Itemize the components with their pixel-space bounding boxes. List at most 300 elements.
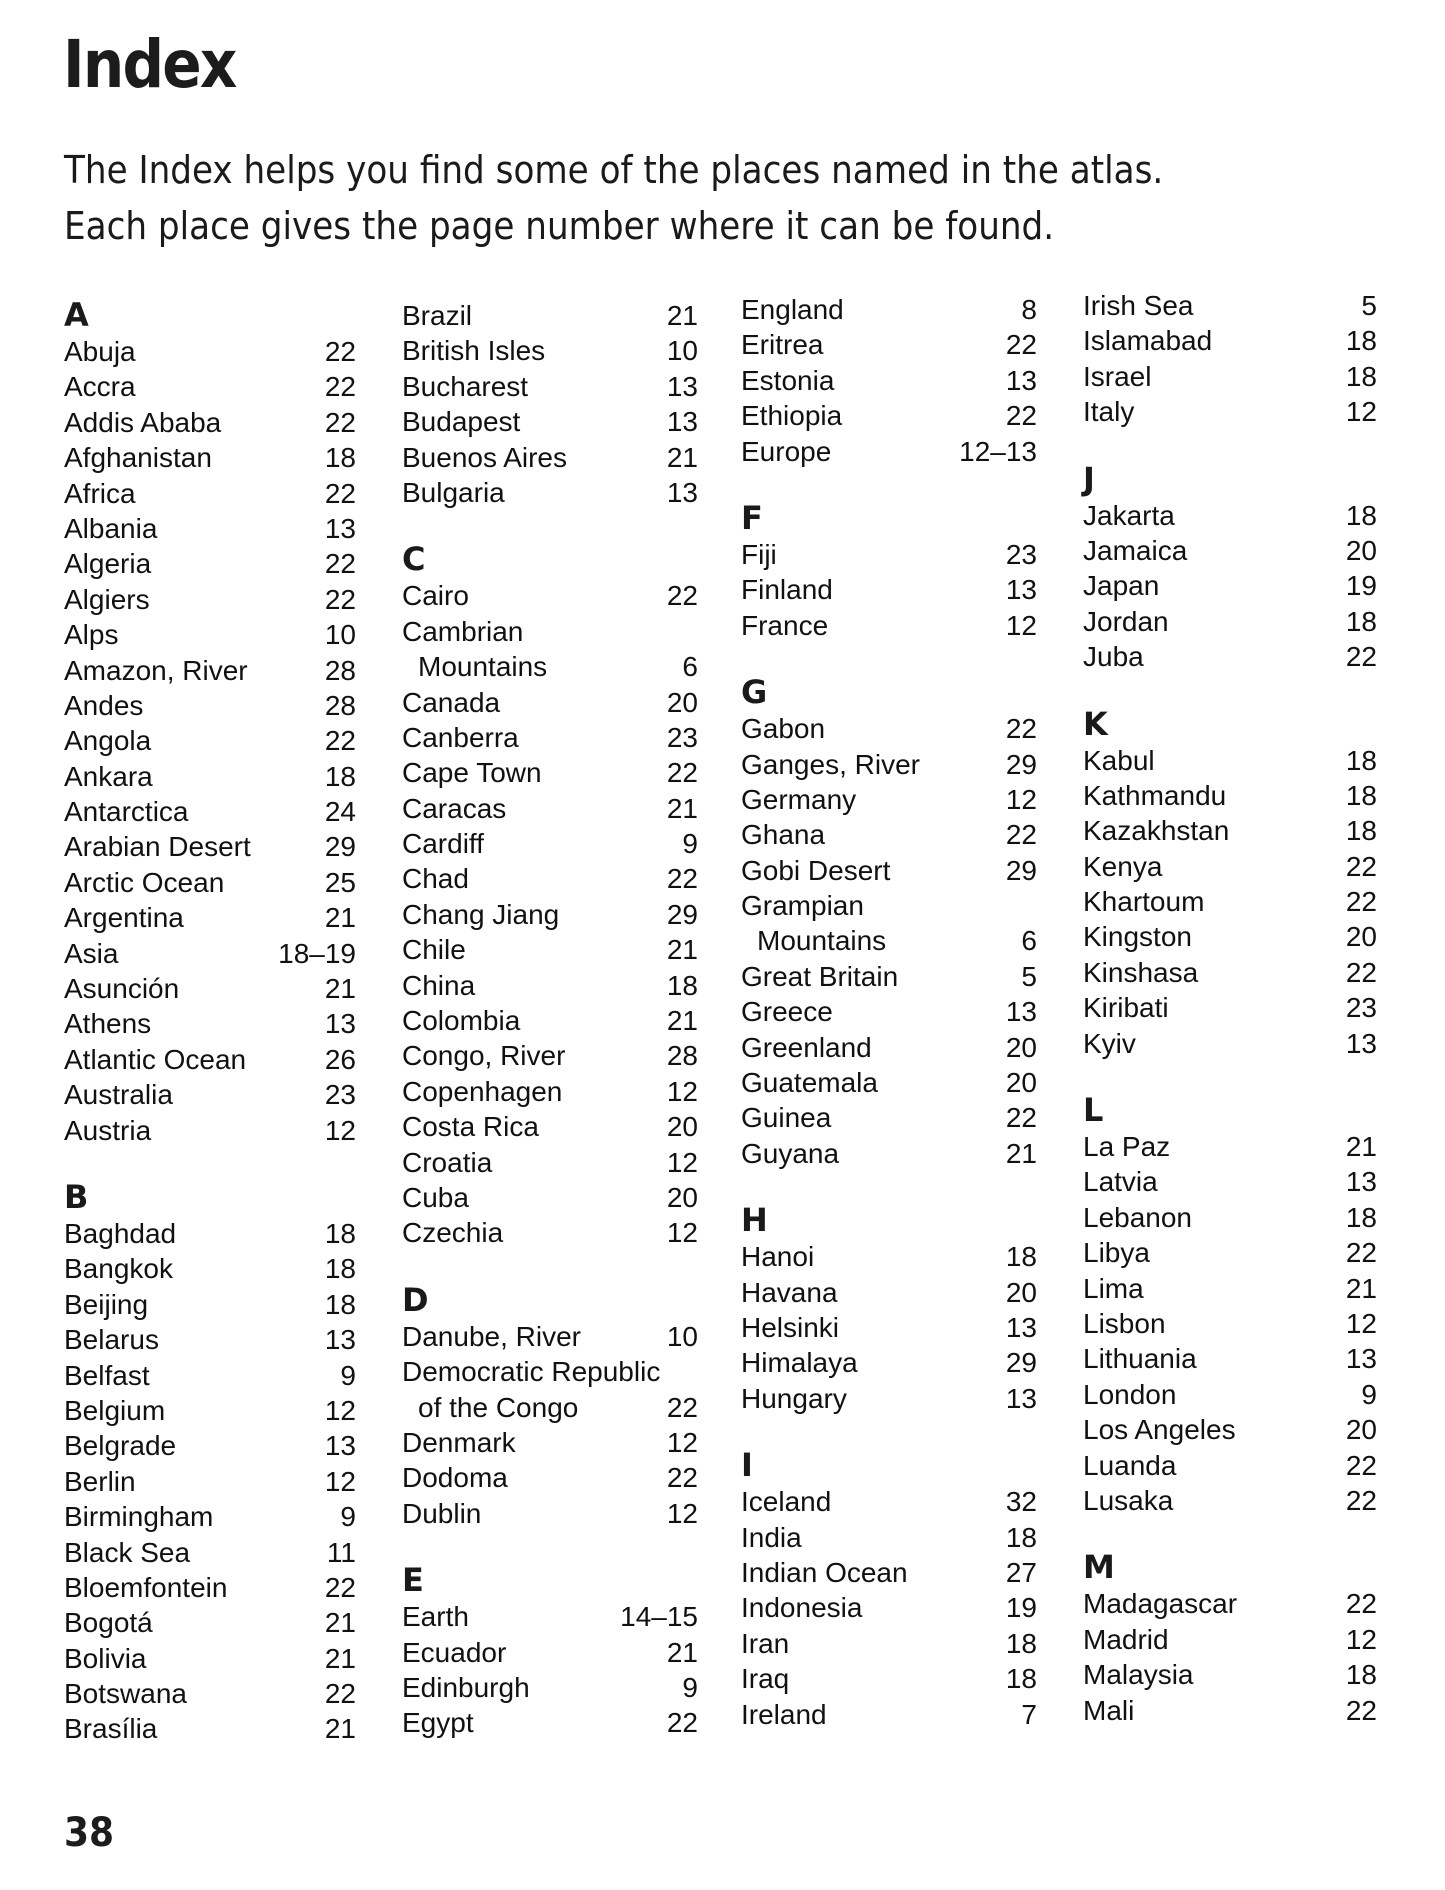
index-entry (64, 688, 356, 723)
index-entry (402, 1390, 698, 1425)
page-reference: 10 (666, 1320, 698, 1352)
page-reference: 29 (666, 898, 698, 930)
page-reference: 21 (1345, 1272, 1377, 1304)
index-column-4 (1083, 288, 1377, 1728)
index-entry (64, 1428, 356, 1463)
place-name: Gabon (741, 713, 826, 745)
page-reference: 5 (1361, 290, 1377, 321)
index-entry (402, 1038, 698, 1073)
page-reference: 22 (324, 548, 356, 580)
index-entry (64, 829, 356, 864)
place-name: Asia (64, 937, 119, 969)
index-entry (1083, 533, 1377, 568)
place-name: Addis Ababa (64, 406, 222, 438)
section-spacer (1083, 675, 1377, 705)
place-name: Iceland (741, 1486, 832, 1518)
place-name: Guinea (741, 1102, 832, 1134)
place-name: Iraq (741, 1663, 790, 1695)
page-reference: 13 (666, 476, 698, 508)
index-entry (402, 755, 698, 790)
page-reference: 28 (324, 689, 356, 721)
index-entry (402, 1599, 698, 1634)
place-name: Kabul (1083, 744, 1155, 776)
page-reference: 20 (1345, 921, 1377, 953)
section-letter-heading: J (1083, 459, 1095, 498)
index-entry (741, 398, 1037, 433)
index-entry (64, 1042, 356, 1077)
index-entry (741, 1239, 1037, 1274)
place-name: Lithuania (1083, 1343, 1197, 1375)
index-entry (741, 888, 1037, 923)
index-entry (402, 932, 698, 967)
page-reference: 21 (666, 1005, 698, 1037)
place-name: Angola (64, 725, 152, 757)
index-entry (402, 440, 698, 475)
index-entry (402, 1460, 698, 1495)
place-name: Juba (1083, 641, 1144, 673)
index-entry (64, 1216, 356, 1251)
index-entry (1083, 1164, 1377, 1199)
index-entry (741, 853, 1037, 888)
page-reference: 18–19 (278, 937, 356, 969)
page-reference: 18 (1345, 1659, 1377, 1691)
page-reference: 12 (324, 1394, 356, 1426)
page-reference: 22 (1345, 1484, 1377, 1516)
page-reference: 22 (1005, 713, 1037, 745)
index-entry (741, 1697, 1037, 1732)
place-name: Danube, River (402, 1320, 581, 1352)
index-entry (1083, 849, 1377, 884)
index-entry (741, 434, 1037, 469)
page-reference: 22 (324, 1678, 356, 1710)
index-entry (1083, 1129, 1377, 1164)
index-entry (741, 1136, 1037, 1171)
index-entry (64, 723, 356, 758)
place-name: Madrid (1083, 1623, 1169, 1655)
place-name: Kazakhstan (1083, 815, 1230, 847)
place-name: Amazon, River (64, 654, 248, 686)
page-reference: 18 (324, 1217, 356, 1249)
place-name: of the Congo (418, 1391, 579, 1423)
index-entry (64, 1464, 356, 1499)
page-reference: 21 (666, 441, 698, 473)
place-name: Budapest (402, 406, 521, 438)
place-name: Atlantic Ocean (64, 1043, 247, 1075)
place-name: Malaysia (1083, 1659, 1194, 1691)
index-entry (1083, 919, 1377, 954)
index-column-2 (402, 298, 698, 1741)
index-entry (1083, 1586, 1377, 1621)
section-letter-heading: C (402, 540, 426, 579)
index-entry (64, 1393, 356, 1428)
index-entry (1083, 1693, 1377, 1728)
page-reference: 18 (666, 969, 698, 1001)
place-name: Bangkok (64, 1253, 173, 1285)
index-entry (1083, 323, 1377, 358)
place-name: Antarctica (64, 796, 189, 828)
page-reference: 12 (666, 1426, 698, 1458)
page-reference: 23 (1345, 992, 1377, 1024)
index-entry (402, 897, 698, 932)
index-entry (402, 1319, 698, 1354)
place-name: Grampian (741, 890, 864, 922)
page-reference: 20 (1005, 1031, 1037, 1063)
index-entry (1083, 1341, 1377, 1376)
section-spacer (1083, 1061, 1377, 1091)
index-entry (402, 404, 698, 439)
place-name: Mountains (757, 925, 887, 957)
section-letter-heading: G (741, 673, 768, 712)
place-name: Accra (64, 371, 136, 403)
index-entry (64, 1006, 356, 1041)
section-letter-heading: M (1083, 1548, 1115, 1587)
section-letter-heading: I (741, 1446, 753, 1485)
page-reference: 12 (666, 1497, 698, 1529)
page-reference: 9 (682, 1671, 698, 1703)
index-entry (64, 476, 356, 511)
place-name: Japan (1083, 570, 1160, 602)
page-reference: 22 (1005, 329, 1037, 361)
page-reference: 13 (1345, 1343, 1377, 1375)
index-entry (1083, 394, 1377, 429)
place-name: Great Britain (741, 960, 899, 992)
page-reference: 5 (1021, 960, 1037, 992)
index-entry (64, 1358, 356, 1393)
page-reference: 18 (1005, 1521, 1037, 1553)
index-entry (402, 1215, 698, 1250)
page-reference: 13 (324, 1324, 356, 1356)
page-reference: 13 (324, 1430, 356, 1462)
index-entry (402, 1635, 698, 1670)
place-name: Dodoma (402, 1462, 508, 1494)
index-entry (64, 617, 356, 652)
page-reference: 12 (1345, 1623, 1377, 1655)
page-number: 38 (64, 1810, 115, 1856)
place-name: Irish Sea (1083, 290, 1194, 321)
page-reference: 18 (1005, 1663, 1037, 1695)
index-entry (1083, 778, 1377, 813)
page-reference: 13 (1005, 996, 1037, 1028)
page-reference: 8 (1021, 294, 1037, 325)
place-name: Lisbon (1083, 1307, 1166, 1339)
index-entry (402, 1109, 698, 1144)
index-entry (1083, 359, 1377, 394)
page-reference: 13 (666, 406, 698, 438)
page-reference: 18 (324, 1288, 356, 1320)
place-name: Berlin (64, 1465, 136, 1497)
page-reference: 23 (1005, 538, 1037, 570)
page-reference: 7 (1021, 1698, 1037, 1730)
page-reference: 22 (324, 1571, 356, 1603)
place-name: Brasília (64, 1713, 158, 1745)
page-reference: 10 (324, 619, 356, 651)
place-name: Guatemala (741, 1067, 878, 1099)
index-entry (402, 649, 698, 684)
index-entry (402, 578, 698, 613)
page-reference: 22 (324, 725, 356, 757)
page-reference: 9 (340, 1359, 356, 1391)
page-reference: 22 (1005, 400, 1037, 432)
section-letter-heading: F (741, 498, 763, 537)
place-name: Lebanon (1083, 1201, 1193, 1233)
index-entry (64, 900, 356, 935)
index-entry (64, 369, 356, 404)
page-reference: 18 (324, 442, 356, 474)
section-spacer (741, 643, 1037, 673)
page-reference: 22 (666, 757, 698, 789)
place-name: Egypt (402, 1707, 474, 1739)
place-name: Havana (741, 1276, 838, 1308)
place-name: Ethiopia (741, 400, 843, 432)
place-name: France (741, 609, 829, 641)
index-entry (1083, 1026, 1377, 1061)
place-name: Luanda (1083, 1449, 1177, 1481)
section-spacer (741, 1416, 1037, 1446)
index-entry (64, 936, 356, 971)
place-name: Kathmandu (1083, 779, 1227, 811)
page-reference: 13 (324, 1008, 356, 1040)
index-entry (1083, 604, 1377, 639)
page-reference: 29 (1005, 748, 1037, 780)
place-name: Cairo (402, 580, 469, 612)
index-entry (741, 1590, 1037, 1625)
index-entry (64, 653, 356, 688)
index-entry (1083, 1412, 1377, 1447)
place-name: Mountains (418, 651, 548, 683)
place-name: Hanoi (741, 1241, 815, 1273)
page-reference: 20 (1005, 1276, 1037, 1308)
page-reference: 21 (324, 1713, 356, 1745)
page-reference: 18 (1345, 779, 1377, 811)
page-reference: 13 (1345, 1027, 1377, 1059)
place-name: Bulgaria (402, 476, 505, 508)
page-reference: 22 (1345, 850, 1377, 882)
page-title: Index (63, 26, 236, 103)
index-entry (741, 1555, 1037, 1590)
page-reference: 22 (1345, 1237, 1377, 1269)
page-reference: 13 (1005, 364, 1037, 396)
place-name: Caracas (402, 792, 507, 824)
place-name: Kyiv (1083, 1027, 1136, 1059)
place-name: Indian Ocean (741, 1556, 908, 1588)
place-name: Colombia (402, 1005, 521, 1037)
place-name: Costa Rica (402, 1111, 539, 1143)
section-letter-heading: E (402, 1561, 424, 1600)
page-reference: 18 (324, 1253, 356, 1285)
index-entry (1083, 1448, 1377, 1483)
index-entry (1083, 813, 1377, 848)
place-name: Indonesia (741, 1592, 863, 1624)
place-name: Australia (64, 1079, 173, 1111)
place-name: Earth (402, 1601, 469, 1633)
page-reference: 12 (1005, 783, 1037, 815)
section-spacer (1083, 1518, 1377, 1548)
place-name: Kenya (1083, 850, 1163, 882)
index-entry (64, 1499, 356, 1534)
index-entry (64, 1605, 356, 1640)
place-name: Edinburgh (402, 1671, 530, 1703)
page-reference: 18 (1345, 360, 1377, 392)
index-entry (64, 1322, 356, 1357)
page-reference: 27 (1005, 1556, 1037, 1588)
place-name: Congo, River (402, 1040, 566, 1072)
place-name: Belgium (64, 1394, 166, 1426)
place-name: Bolivia (64, 1642, 147, 1674)
index-entry (1083, 1377, 1377, 1412)
page-reference: 29 (324, 831, 356, 863)
page-reference: 22 (1005, 819, 1037, 851)
section-spacer (64, 1148, 356, 1178)
place-name: Asunción (64, 973, 180, 1005)
page-reference: 20 (666, 1111, 698, 1143)
place-name: La Paz (1083, 1131, 1171, 1163)
index-entry (64, 440, 356, 475)
page-reference: 22 (324, 371, 356, 403)
index-entry (741, 1345, 1037, 1380)
intro-line: Each place gives the page number where it can be found. (64, 204, 1055, 248)
place-name: Greenland (741, 1031, 872, 1063)
index-entry (64, 546, 356, 581)
index-column-3 (741, 292, 1037, 1732)
index-entry (741, 572, 1037, 607)
place-name: Latvia (1083, 1166, 1158, 1198)
index-entry (64, 1570, 356, 1605)
place-name: Libya (1083, 1237, 1150, 1269)
place-name: Lusaka (1083, 1484, 1174, 1516)
page-reference: 12 (1005, 609, 1037, 641)
section-spacer (402, 510, 698, 540)
page-reference: 18 (1345, 1201, 1377, 1233)
place-name: Athens (64, 1008, 152, 1040)
place-name: Argentina (64, 902, 184, 934)
page-reference: 21 (666, 792, 698, 824)
index-entry (1083, 884, 1377, 919)
index-entry (64, 865, 356, 900)
index-entry (64, 1711, 356, 1746)
page-reference: 26 (324, 1043, 356, 1075)
place-name: Belgrade (64, 1430, 177, 1462)
page-reference: 21 (324, 1642, 356, 1674)
page-reference: 13 (1005, 1382, 1037, 1414)
index-entry (64, 405, 356, 440)
index-entry (1083, 990, 1377, 1025)
place-name: Kingston (1083, 921, 1192, 953)
page-reference: 24 (324, 796, 356, 828)
place-name: Ghana (741, 819, 826, 851)
page-reference: 9 (682, 828, 698, 860)
index-entry (741, 782, 1037, 817)
place-name: Eritrea (741, 329, 824, 361)
page-reference: 23 (324, 1079, 356, 1111)
place-name: Chang Jiang (402, 898, 560, 930)
index-entry (64, 1113, 356, 1148)
page-reference: 20 (666, 686, 698, 718)
place-name: London (1083, 1378, 1177, 1410)
page-reference: 22 (666, 1462, 698, 1494)
place-name: Ganges, River (741, 748, 920, 780)
index-entry (741, 1065, 1037, 1100)
intro-line: The Index helps you find some of the places named in the atlas. (64, 148, 1164, 192)
page-reference: 22 (324, 583, 356, 615)
index-entry (741, 537, 1037, 572)
index-entry (741, 817, 1037, 852)
intro-text (64, 142, 1270, 254)
page-reference: 22 (1345, 956, 1377, 988)
page-reference: 11 (326, 1536, 356, 1568)
index-entry (1083, 1622, 1377, 1657)
section-spacer (741, 469, 1037, 499)
index-entry (64, 1641, 356, 1676)
place-name: Cardiff (402, 828, 484, 860)
place-name: Cambrian (402, 615, 524, 647)
place-name: Alps (64, 619, 119, 651)
page-reference: 13 (1005, 574, 1037, 606)
index-entry (741, 1661, 1037, 1696)
index-entry (64, 1535, 356, 1570)
page-reference: 13 (666, 370, 698, 402)
index-entry (741, 923, 1037, 958)
index-entry (64, 582, 356, 617)
place-name: Israel (1083, 360, 1152, 392)
place-name: Guyana (741, 1137, 840, 1169)
place-name: Bogotá (64, 1607, 153, 1639)
page-reference: 13 (1345, 1166, 1377, 1198)
section-letter-heading: B (64, 1177, 89, 1216)
place-name: Baghdad (64, 1217, 177, 1249)
index-entry (741, 1381, 1037, 1416)
place-name: Greece (741, 996, 833, 1028)
place-name: Algiers (64, 583, 150, 615)
page-reference: 22 (1345, 1449, 1377, 1481)
index-entry (402, 333, 698, 368)
index-entry (741, 1520, 1037, 1555)
place-name: Birmingham (64, 1501, 214, 1533)
index-entry (402, 369, 698, 404)
index-entry (741, 994, 1037, 1029)
page-reference: 22 (1005, 1102, 1037, 1134)
page-reference: 18 (1005, 1627, 1037, 1659)
page-reference: 9 (340, 1501, 356, 1533)
page-reference: 14–15 (620, 1601, 698, 1633)
place-name: Italy (1083, 396, 1135, 428)
index-entry (402, 298, 698, 333)
index-entry (402, 685, 698, 720)
index-entry (741, 1100, 1037, 1135)
place-name: Chad (402, 863, 469, 895)
place-name: England (741, 294, 844, 325)
page-reference: 22 (666, 1707, 698, 1739)
page-reference: 22 (1345, 1588, 1377, 1620)
index-entry (64, 1251, 356, 1286)
index-entry (741, 1626, 1037, 1661)
page-reference: 6 (1021, 925, 1037, 957)
place-name: Germany (741, 783, 857, 815)
index-entry (1083, 743, 1377, 778)
place-name: Hungary (741, 1382, 847, 1414)
place-name: Islamabad (1083, 325, 1213, 357)
place-name: Bloemfontein (64, 1571, 228, 1603)
place-name: Canada (402, 686, 501, 718)
page-reference: 21 (666, 300, 698, 331)
page-reference: 21 (324, 1607, 356, 1639)
page-reference: 9 (1361, 1378, 1377, 1410)
place-name: Europe (741, 435, 832, 467)
section-letter-heading: L (1083, 1091, 1104, 1130)
index-entry (402, 1496, 698, 1531)
index-entry (741, 711, 1037, 746)
index-entry (402, 968, 698, 1003)
page-reference: 12 (1345, 396, 1377, 428)
